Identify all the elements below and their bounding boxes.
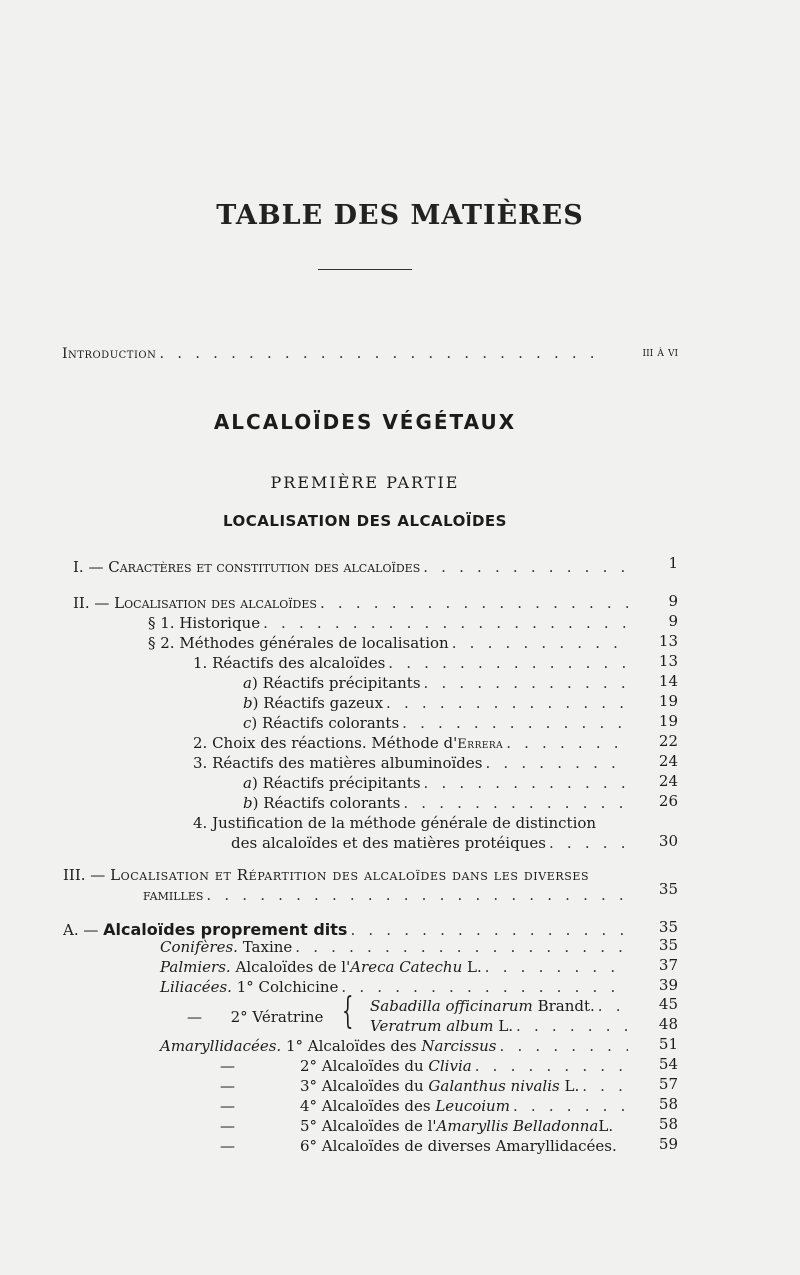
toc-entry-chapter-iii-cont[interactable]	[143, 885, 628, 905]
chapter-number: III. —	[63, 866, 106, 884]
toc-entry-page: 39	[658, 976, 678, 994]
toc-entry-amaryllidacees-4[interactable]	[220, 1096, 628, 1116]
leader-dots	[388, 653, 628, 673]
leader-dots	[424, 773, 628, 793]
toc-entry-page: 54	[658, 1055, 678, 1073]
species-name: Clivia	[428, 1057, 472, 1075]
family-name: Palmiers.	[160, 958, 231, 976]
toc-entry-page: 19	[658, 712, 678, 730]
ditto-dash: —	[220, 1057, 235, 1075]
toc-entry-page: 1	[668, 554, 678, 572]
toc-entry-label: 4. Justification de la méthode générale de distinction	[193, 814, 597, 832]
toc-entry-page: 24	[658, 752, 678, 770]
toc-entry-chapter-i[interactable]	[73, 557, 628, 577]
family-name: Conifères.	[160, 938, 238, 956]
toc-entry-justification[interactable]	[193, 813, 633, 833]
toc-entry-page: iii à vi	[642, 345, 678, 360]
toc-entry-reactifs-colorants-2[interactable]	[243, 793, 628, 813]
chapter-title: Localisation des alcaloïdes	[114, 594, 317, 612]
part-heading: PREMIÈRE PARTIE	[270, 473, 460, 492]
toc-entry-page: 48	[658, 1015, 678, 1033]
toc-entry-label: § 1. Historique	[148, 614, 261, 632]
part-subheading: LOCALISATION DES ALCALOÏDES	[223, 512, 507, 530]
toc-entry-label: 6° Alcaloïdes de diverses Amaryllidacées.	[300, 1137, 617, 1155]
toc-entry-coniferes[interactable]	[160, 937, 628, 957]
toc-entry-label: 1. Réactifs des alcaloïdes	[193, 654, 386, 672]
toc-entry-label: des alcaloïdes et des matières protéiques	[231, 834, 546, 852]
leader-dots	[500, 1036, 628, 1056]
item-letter: a	[243, 774, 252, 792]
toc-entry-reactifs-gazeux[interactable]	[243, 693, 628, 713]
toc-entry-label: 1° Alcaloïdes des	[285, 1037, 417, 1055]
toc-entry-label: 2. Choix des réactions. Méthode d'	[193, 734, 458, 752]
toc-entry-label: § 2. Méthodes générales de localisation	[148, 634, 449, 652]
leader-dots	[485, 957, 628, 977]
section-title: Alcaloïdes proprement dits	[103, 920, 348, 939]
toc-entry-amaryllidacees-2[interactable]	[220, 1056, 628, 1076]
chapter-title: familles	[143, 886, 204, 904]
toc-entry-page: 19	[658, 692, 678, 710]
leader-dots	[424, 673, 628, 693]
species-name: Galanthus nivalis	[428, 1077, 560, 1095]
toc-entry-label: ) Réactifs colorants	[252, 794, 401, 812]
toc-entry-amaryllidacees-6[interactable]	[220, 1136, 640, 1156]
leader-dots	[295, 937, 628, 957]
leader-dots	[206, 885, 628, 905]
family-name: Amaryllidacées.	[160, 1037, 282, 1055]
chapter-number: II. —	[73, 594, 110, 612]
toc-entry-veratrine[interactable]	[187, 1007, 347, 1027]
toc-entry-reactifs-alcaloides[interactable]	[193, 653, 628, 673]
section-letter: A. —	[63, 921, 99, 939]
chapter-title: Localisation et Répartition des alcaloïdes dans les diverses	[110, 866, 590, 884]
leader-dots	[513, 1096, 628, 1116]
toc-entry-page: 35	[658, 918, 678, 936]
author-name: Brandt.	[537, 997, 595, 1015]
toc-entry-page: 9	[668, 612, 678, 630]
toc-entry-label: 2° Alcaloïdes du	[300, 1057, 424, 1075]
toc-entry-label: Taxine	[242, 938, 293, 956]
toc-entry-label: Alcaloïdes de l'	[235, 958, 351, 976]
toc-entry-chapter-iii[interactable]	[63, 865, 643, 885]
leader-dots	[263, 613, 628, 633]
author-name: Errera	[457, 737, 504, 752]
toc-entry-palmiers[interactable]	[160, 957, 628, 977]
toc-entry-page: 51	[658, 1035, 678, 1053]
section-heading: ALCALOÏDES VÉGÉTAUX	[213, 410, 517, 434]
family-name: Liliacées.	[160, 978, 232, 996]
leader-dots	[452, 633, 628, 653]
title-rule	[318, 269, 412, 270]
toc-entry-page: 58	[658, 1115, 678, 1133]
toc-entry-page: 35	[658, 936, 678, 954]
toc-entry-choix-reactions[interactable]	[193, 733, 628, 753]
leader-dots	[549, 833, 628, 853]
author-name: L.	[564, 1077, 580, 1095]
toc-entry-introduction[interactable]	[62, 343, 602, 363]
leader-dots	[598, 996, 628, 1016]
author-name: L.	[467, 958, 482, 976]
toc-entry-page: 59	[658, 1135, 678, 1153]
toc-entry-reactifs-colorants[interactable]	[243, 713, 628, 733]
toc-entry-historique[interactable]	[148, 613, 628, 633]
ditto-dash: —	[220, 1137, 235, 1155]
toc-entry-label: 3. Réactifs des matières albuminoïdes	[193, 754, 483, 772]
toc-entry-page: 57	[658, 1075, 678, 1093]
leader-dots	[423, 557, 628, 577]
author-name: L.	[498, 1017, 514, 1035]
ditto-dash: —	[220, 1097, 235, 1115]
page-title: TABLE DES MATIÈRES	[216, 200, 584, 231]
toc-entry-page: 58	[658, 1095, 678, 1113]
species-name: Narcissus	[421, 1037, 497, 1055]
leader-dots	[506, 733, 628, 753]
toc-entry-sabadilla[interactable]	[370, 996, 628, 1016]
toc-entry-label: Introduction	[62, 346, 157, 362]
toc-entry-reactifs-precipitants-2[interactable]	[243, 773, 628, 793]
toc-entry-label: 3° Alcaloïdes du	[300, 1077, 424, 1095]
toc-entry-page: 35	[658, 880, 678, 898]
toc-entry-page: 45	[658, 995, 678, 1013]
species-name: Veratrum album	[370, 1017, 494, 1035]
toc-entry-page: 26	[658, 792, 678, 810]
toc-entry-justification-cont[interactable]	[231, 833, 628, 853]
leader-dots	[341, 977, 628, 997]
toc-entry-label: 1° Colchicine	[236, 978, 339, 996]
species-name: Amaryllis Belladonna	[436, 1117, 599, 1135]
toc-entry-liliacees[interactable]	[160, 977, 628, 997]
toc-entry-page: 24	[658, 772, 678, 790]
leader-dots	[582, 1076, 628, 1096]
item-letter: b	[243, 694, 253, 712]
toc-entry-label: ) Réactifs précipitants	[251, 674, 421, 692]
toc-entry-amaryllidacees-3[interactable]	[220, 1076, 628, 1096]
toc-entry-veratrum[interactable]	[370, 1016, 628, 1036]
species-name: Leucoium	[435, 1097, 510, 1115]
leader-dots	[386, 693, 628, 713]
leader-dots	[475, 1056, 628, 1076]
toc-entry-page: 14	[658, 672, 678, 690]
item-letter: b	[243, 794, 253, 812]
toc-entry-methodes[interactable]	[148, 633, 628, 653]
species-name: Sabadilla officinarum	[370, 997, 533, 1015]
toc-entry-reactifs-albuminoides[interactable]	[193, 753, 628, 773]
item-letter: a	[243, 674, 252, 692]
chapter-number: I. —	[73, 558, 104, 576]
toc-entry-page: 13	[658, 632, 678, 650]
author-name: L.	[598, 1117, 614, 1135]
toc-entry-label: ) Réactifs précipitants	[251, 774, 421, 792]
toc-entry-label: 4° Alcaloïdes des	[300, 1097, 431, 1115]
toc-entry-page: 9	[668, 592, 678, 610]
toc-entry-page: 22	[658, 732, 678, 750]
toc-entry-label: 2° Vératrine	[230, 1008, 324, 1026]
toc-entry-reactifs-precipitants[interactable]	[243, 673, 628, 693]
toc-entry-label: ) Réactifs gazeux	[252, 694, 384, 712]
species-name: Areca Catechu	[350, 958, 463, 976]
ditto-dash: —	[187, 1008, 202, 1026]
leader-dots	[402, 713, 628, 733]
leader-dots	[159, 343, 602, 363]
ditto-dash: —	[220, 1117, 235, 1135]
toc-entry-label: ) Réactifs colorants	[251, 714, 400, 732]
leader-dots	[485, 753, 628, 773]
toc-entry-chapter-ii[interactable]	[73, 593, 628, 613]
leader-dots	[516, 1016, 628, 1036]
toc-entry-amaryllidacees-1[interactable]	[160, 1036, 628, 1056]
brace-icon: {	[342, 991, 354, 1032]
leader-dots	[320, 593, 628, 613]
chapter-title: Caractères et constitution des alcaloïdes	[108, 558, 421, 576]
ditto-dash: —	[220, 1077, 235, 1095]
toc-entry-page: 13	[658, 652, 678, 670]
toc-entry-amaryllidacees-5[interactable]	[220, 1116, 640, 1136]
toc-entry-label	[108, 557, 420, 577]
toc-entry-page: 30	[658, 832, 678, 850]
toc-entry-label: 5° Alcaloïdes de l'	[300, 1117, 437, 1135]
item-letter: c	[243, 714, 252, 732]
toc-entry-page: 37	[658, 956, 678, 974]
leader-dots	[403, 793, 628, 813]
